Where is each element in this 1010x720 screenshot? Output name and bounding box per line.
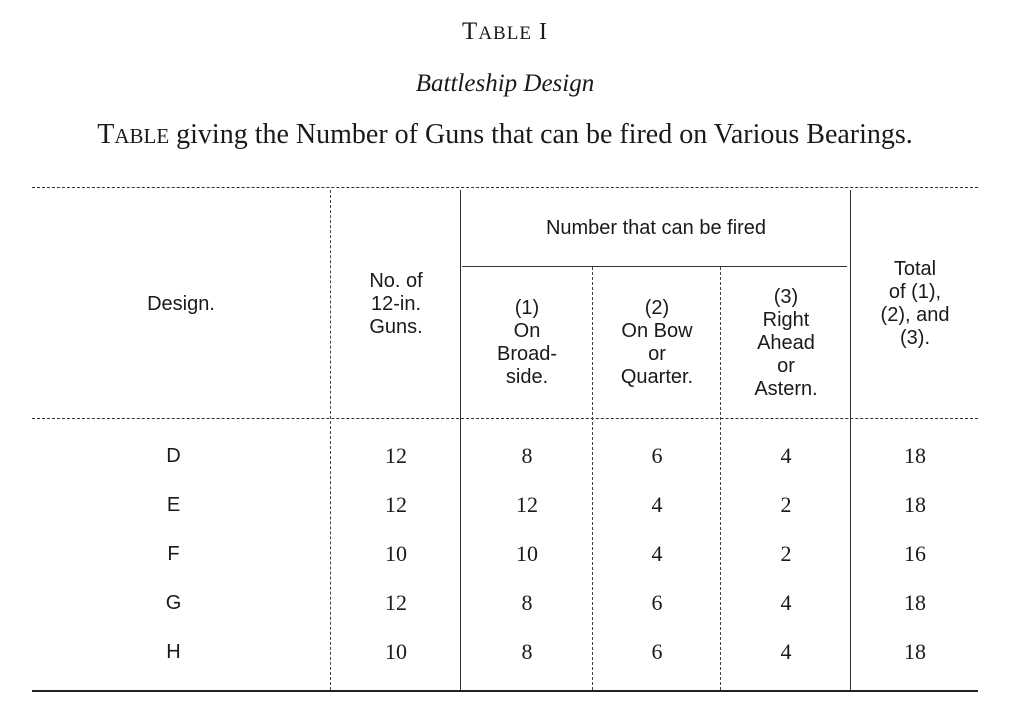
table-description bbox=[0, 119, 1010, 151]
column-divider-design bbox=[330, 190, 331, 690]
cell-ahead: 4 bbox=[780, 443, 792, 468]
cell-total: 18 bbox=[904, 639, 926, 664]
column-divider-bow bbox=[720, 267, 721, 690]
cell-broadside: 10 bbox=[516, 541, 538, 566]
description-initial: T bbox=[97, 119, 115, 150]
cell-ahead: 2 bbox=[780, 492, 792, 517]
table-top-rule bbox=[32, 187, 978, 188]
cell-guns: 12 bbox=[385, 492, 407, 517]
header-bottom-rule bbox=[32, 418, 978, 419]
cell-bow: 6 bbox=[651, 443, 663, 468]
cell-bow: 4 bbox=[651, 541, 663, 566]
cell-design: H bbox=[166, 641, 181, 663]
cell-bow: 6 bbox=[651, 639, 663, 664]
cell-broadside: 12 bbox=[516, 492, 538, 517]
cell-broadside: 8 bbox=[521, 590, 533, 615]
column-divider-broadside bbox=[592, 267, 593, 690]
cell-broadside: 8 bbox=[521, 639, 533, 664]
table-number-initial: T bbox=[462, 18, 479, 45]
cell-ahead: 4 bbox=[780, 639, 792, 664]
cell-total: 16 bbox=[904, 541, 926, 566]
description-text: giving the Number of Guns that can be fired on Various Bearings. bbox=[169, 119, 913, 150]
column-divider-guns bbox=[460, 190, 461, 690]
cell-total: 18 bbox=[904, 590, 926, 615]
table-number-rest: ABLE bbox=[478, 23, 532, 44]
cell-ahead: 4 bbox=[780, 590, 792, 615]
cell-guns: 12 bbox=[385, 443, 407, 468]
table-number-caption bbox=[0, 18, 1010, 46]
header-broadside: (1) On Broad- side. bbox=[496, 297, 558, 388]
cell-broadside: 8 bbox=[521, 443, 533, 468]
cell-guns: 10 bbox=[385, 639, 407, 664]
header-guns: No. of 12-in. Guns. bbox=[369, 269, 423, 338]
table-bottom-rule bbox=[32, 690, 978, 692]
header-ahead-astern: (3) Right Ahead or Astern. bbox=[754, 285, 818, 400]
header-bow-quarter: (2) On Bow or Quarter. bbox=[620, 297, 694, 388]
group-header-rule bbox=[462, 266, 847, 267]
header-total: Total of (1), (2), and (3). bbox=[880, 258, 950, 349]
header-design: Design. bbox=[147, 292, 215, 315]
table-subtitle: Battleship Design bbox=[415, 70, 595, 97]
cell-bow: 4 bbox=[651, 492, 663, 517]
cell-design: F bbox=[167, 543, 180, 565]
cell-ahead: 2 bbox=[780, 541, 792, 566]
cell-total: 18 bbox=[904, 443, 926, 468]
cell-bow: 6 bbox=[651, 590, 663, 615]
column-divider-ahead bbox=[850, 190, 851, 690]
cell-design: E bbox=[166, 494, 181, 516]
cell-guns: 12 bbox=[385, 590, 407, 615]
cell-design: D bbox=[166, 445, 181, 467]
cell-guns: 10 bbox=[385, 541, 407, 566]
cell-total: 18 bbox=[904, 492, 926, 517]
header-number-fired: Number that can be fired bbox=[545, 216, 767, 239]
description-table-word: ABLE bbox=[114, 124, 170, 148]
cell-design: G bbox=[165, 592, 182, 614]
table-number-suffix: I bbox=[531, 19, 548, 45]
